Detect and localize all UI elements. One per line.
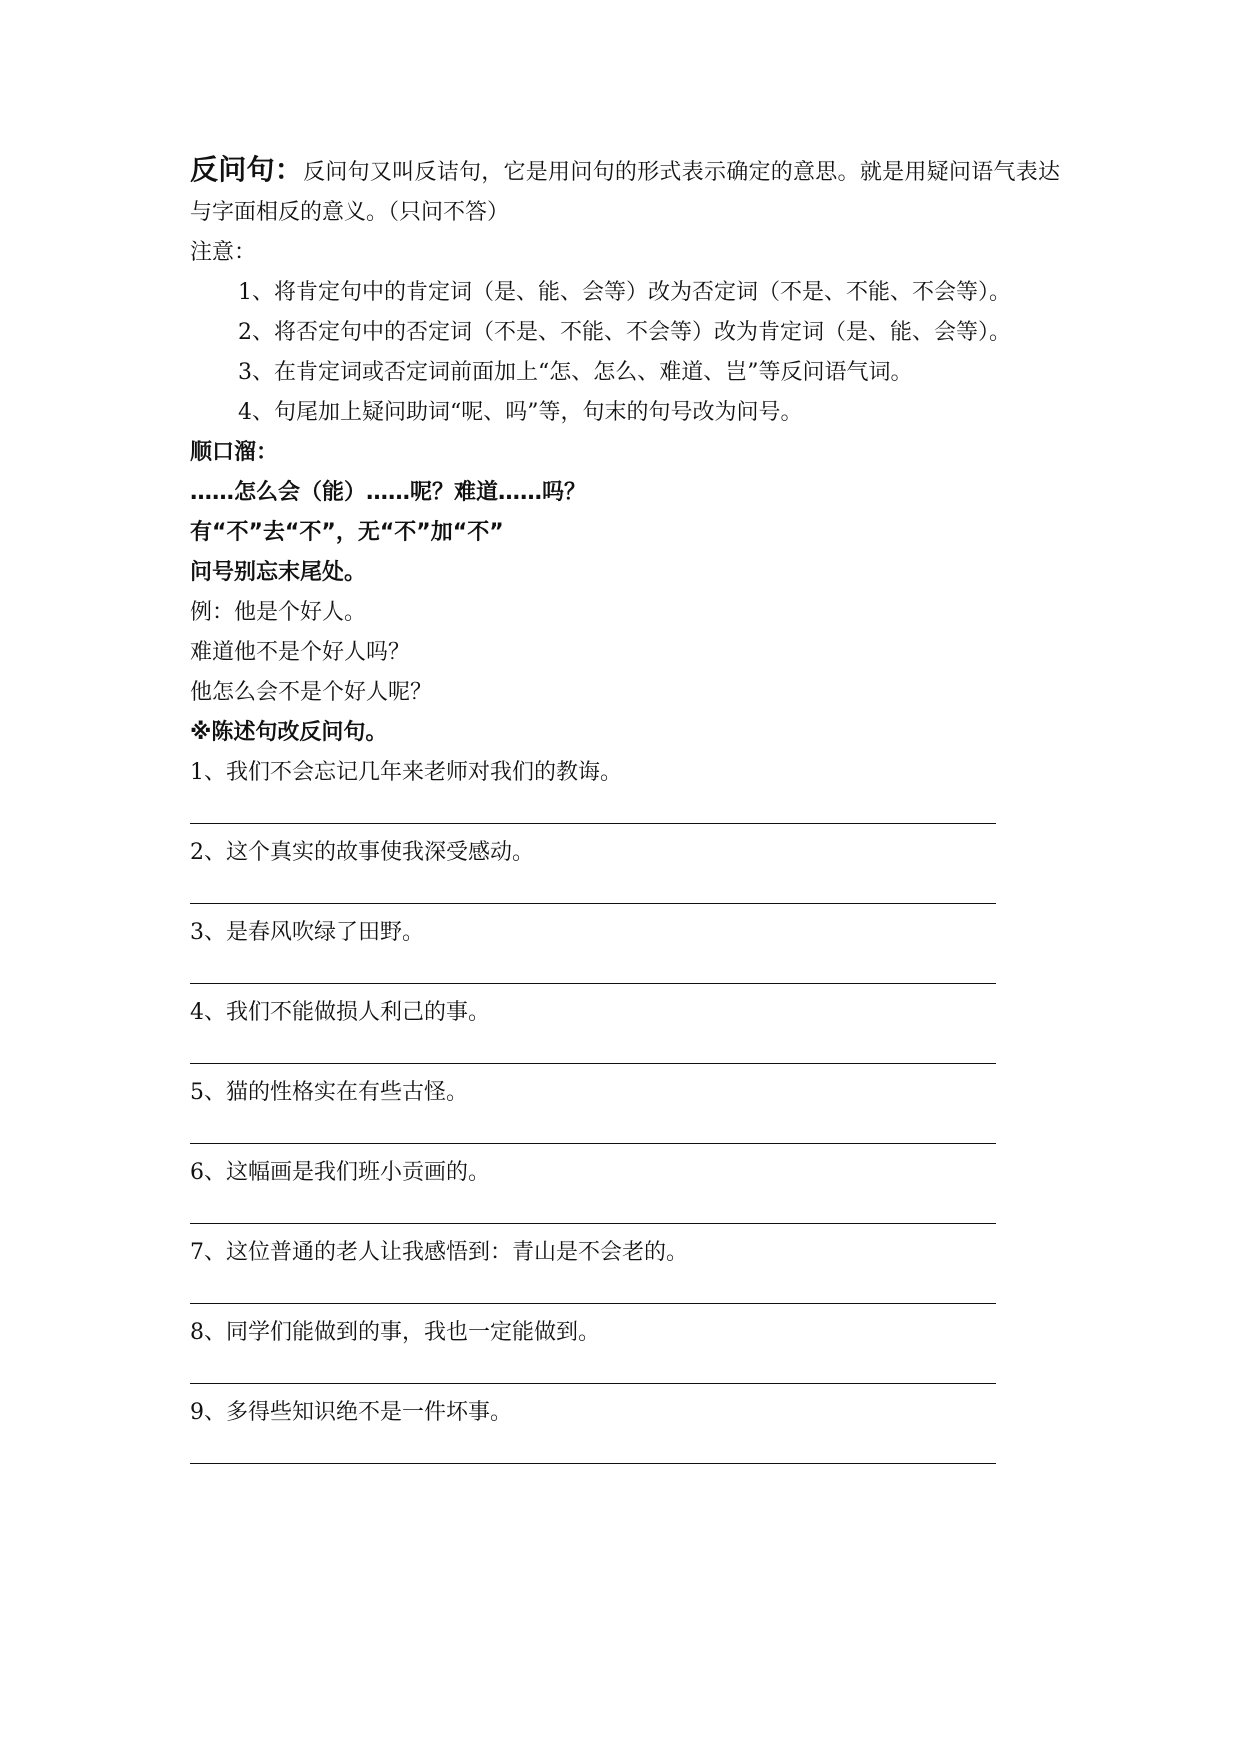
exercise-question: 9、多得些知识绝不是一件坏事。	[190, 1400, 512, 1425]
exercise-item	[190, 913, 1060, 993]
note-item: 3、在肯定词或否定词前面加上“怎、怎么、难道、岂”等反问语气词。	[238, 360, 913, 385]
rhyme-line: ……怎么会（能）……呢？难道……吗？	[190, 480, 587, 505]
answer-line[interactable]	[190, 1383, 996, 1384]
exercise-item	[190, 1313, 1060, 1393]
definition-text: 反问句又叫反诘句，它是用问句的形式表示确定的意思。就是用疑问语气表达与字面相反的意义。（只问不答）	[190, 160, 1060, 225]
example-line: 例：他是个好人。	[190, 600, 367, 625]
exercise-question: 1、我们不会忘记几年来老师对我们的教诲。	[190, 760, 622, 785]
exercise-title: ※陈述句改反问句。	[190, 720, 388, 745]
rhyme-title: 顺口溜：	[190, 440, 279, 465]
note-item: 2、将否定句中的否定词（不是、不能、不会等）改为肯定词（是、能、会等）。	[238, 320, 1011, 345]
notes-title: 注意：	[190, 240, 257, 265]
exercise-question: 2、这个真实的故事使我深受感动。	[190, 840, 534, 865]
example-line: 难道他不是个好人吗？	[190, 640, 411, 665]
worksheet	[190, 150, 1060, 1473]
exercise-item	[190, 1393, 1060, 1473]
exercise-question: 5、猫的性格实在有些古怪。	[190, 1080, 468, 1105]
answer-line[interactable]	[190, 1063, 996, 1064]
answer-line[interactable]	[190, 983, 996, 984]
answer-line[interactable]	[190, 1303, 996, 1304]
exercise-question: 4、我们不能做损人利己的事。	[190, 1000, 490, 1025]
exercise-item	[190, 1153, 1060, 1233]
answer-line[interactable]	[190, 823, 996, 824]
exercise-question: 3、是春风吹绿了田野。	[190, 920, 424, 945]
definition-term: 反问句：	[190, 153, 304, 186]
exercise-item	[190, 1233, 1060, 1313]
rhyme-line: 有“不”去“不”，无“不”加“不”	[190, 520, 504, 545]
answer-line[interactable]	[190, 1223, 996, 1224]
answer-line[interactable]	[190, 1463, 996, 1464]
exercise-item	[190, 833, 1060, 913]
exercise-item	[190, 1073, 1060, 1153]
answer-line[interactable]	[190, 1143, 996, 1144]
example-line: 他怎么会不是个好人呢？	[190, 680, 433, 705]
exercise-question: 6、这幅画是我们班小贡画的。	[190, 1160, 490, 1185]
answer-line[interactable]	[190, 903, 996, 904]
note-item: 1、将肯定句中的肯定词（是、能、会等）改为否定词（不是、不能、不会等）。	[238, 280, 1011, 305]
note-item: 4、句尾加上疑问助词“呢、吗”等，句末的句号改为问号。	[238, 400, 803, 425]
exercise-question: 7、这位普通的老人让我感悟到：青山是不会老的。	[190, 1240, 688, 1265]
rhyme-line: 问号别忘末尾处。	[190, 560, 367, 585]
exercise-item	[190, 753, 1060, 833]
exercise-item	[190, 993, 1060, 1073]
definition-paragraph	[190, 150, 1060, 233]
exercise-question: 8、同学们能做到的事，我也一定能做到。	[190, 1320, 600, 1345]
